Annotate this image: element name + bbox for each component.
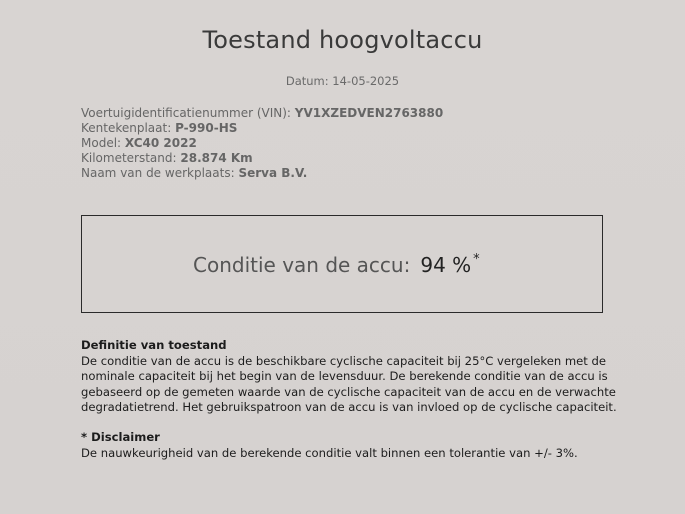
- vin-label: Voertuigidentificatienummer (VIN):: [81, 106, 291, 120]
- definition-section: [81, 338, 641, 416]
- condition-line: [193, 253, 480, 277]
- model-row: [81, 136, 443, 151]
- plate-label: Kentekenplaat:: [81, 121, 172, 135]
- odometer-value: 28.874 Km: [180, 151, 253, 165]
- report-date: Datum: 14-05-2025: [285, 74, 400, 88]
- condition-label: Conditie van de accu:: [193, 253, 411, 277]
- condition-asterisk: *: [473, 252, 480, 267]
- odometer-row: [81, 151, 443, 166]
- disclaimer-section: [81, 430, 641, 461]
- disclaimer-heading: * Disclaimer: [81, 430, 160, 444]
- vin-row: [81, 106, 443, 121]
- workshop-value: Serva B.V.: [238, 166, 308, 180]
- page-title: Toestand hoogvoltaccu: [202, 26, 483, 54]
- condition-value: 94 %: [420, 253, 472, 277]
- odometer-label: Kilometerstand:: [81, 151, 177, 165]
- vin-value: YV1XZEDVEN2763880: [294, 106, 444, 120]
- definition-text: De conditie van de accu is de beschikbare cyclische capaciteit bij 25°C vergeleken met de nominale capaciteit bij het begin van de levensduur. De berekende conditie van de accu is gebaseerd op de gemeten waarde van de cyclische capaciteit van de accu en de verwachte degradatietrend. Het gebruikspatroon van de accu is van invloed op de cyclische capaciteit.: [81, 353, 617, 414]
- definition-heading: Definitie van toestand: [81, 338, 227, 352]
- disclaimer-text: De nauwkeurigheid van de berekende conditie valt binnen een tolerantie van +/- 3%.: [81, 445, 578, 460]
- plate-row: [81, 121, 443, 136]
- workshop-row: [81, 166, 443, 181]
- model-value: XC40 2022: [124, 136, 197, 150]
- condition-box: [81, 215, 603, 313]
- workshop-label: Naam van de werkplaats:: [81, 166, 235, 180]
- vehicle-info: [81, 106, 443, 181]
- model-label: Model:: [81, 136, 122, 150]
- plate-value: P-990-HS: [175, 121, 238, 135]
